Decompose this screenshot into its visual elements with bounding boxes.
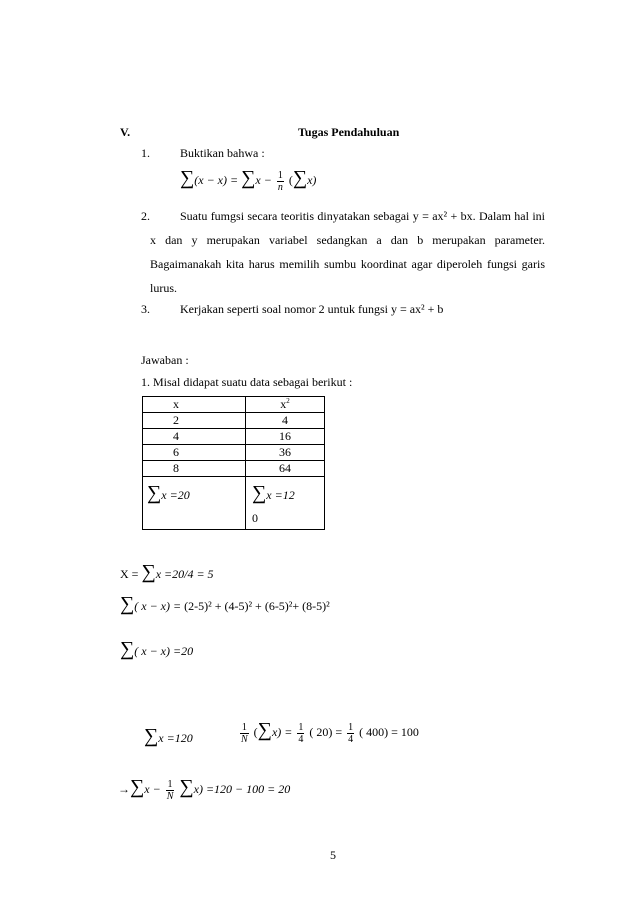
table-row: 8 64 — [143, 461, 325, 477]
data-table — [142, 396, 325, 530]
formula-rhs: x) — [307, 173, 317, 187]
formula-sum-proof — [180, 168, 316, 193]
table-row: 2 4 — [143, 413, 325, 429]
squared-terms: (2-5)² + (4-5)² + (6-5)²+ (8-5)² — [184, 599, 330, 613]
sum-x-120: ∑x =120 — [144, 725, 193, 747]
section-title: Tugas Pendahuluan — [298, 125, 400, 139]
mean-formula: X = ∑x =20/4 = 5 — [120, 561, 214, 583]
table-sum-x2: ∑x =12 0 — [246, 477, 325, 530]
task-3-number: 3. — [141, 302, 150, 316]
task-2-text: Suatu fumgsi secara teoritis dinyatakan sebagai y = ax² + bx. Dalam hal ini x dan y merupakan variabel sedangkan a dan b merupakan parameter. Bagaimanakah kita harus memilih sumbu koordinat agar diperoleh fungsi garis lurus. — [150, 209, 545, 295]
formula-paren: ( — [288, 173, 293, 187]
table-sum-row — [143, 477, 325, 530]
section-number: V. — [120, 125, 131, 139]
table-header-x: x — [143, 397, 246, 413]
table-header-row — [143, 397, 325, 413]
sigma-symbol: ∑ — [241, 167, 256, 189]
final-result: →∑x − $\frac{1}{N}$ ∑x) =120 − 100 = 20 — [118, 776, 291, 802]
table-header-x2: $x^2$ — [246, 397, 325, 413]
fraction-calculation: $\frac{1}{N}$ (∑x) = $\frac{1}{4}$ ( 20) = $\frac{1}{4}$ ( 400) = 100 — [241, 719, 419, 745]
task-3-text: Kerjakan seperti soal nomor 2 untuk fungsi y = ax² + b — [180, 302, 444, 316]
table-sum-x: ∑x =20 — [143, 477, 246, 530]
task-1-number: 1. — [141, 146, 150, 160]
arrow-icon: → — [118, 782, 130, 796]
sigma-symbol: ∑ — [180, 167, 195, 189]
fraction: $\frac{1}{n}$ — [277, 169, 283, 193]
page-number: 5 — [330, 848, 336, 862]
formula-lhs: (x − x) = — [194, 173, 239, 187]
formula-mid: x − — [255, 173, 272, 187]
task-1-text: Buktikan bahwa : — [180, 146, 265, 160]
squared-deviation-formula: ∑( x − x) = (2-5)² + (4-5)² + (6-5)²+ (8-5)² — [120, 593, 330, 615]
table-row: 6 36 — [143, 445, 325, 461]
sigma-symbol: ∑ — [292, 167, 308, 189]
answer-item-1: 1. Misal didapat suatu data sebagai berikut : — [141, 375, 353, 389]
task-2-number: 2. — [141, 209, 150, 223]
table-row: 4 16 — [143, 429, 325, 445]
squared-deviation-result: ∑( x − x) =20 — [120, 638, 194, 660]
answer-heading: Jawaban : — [141, 353, 189, 367]
